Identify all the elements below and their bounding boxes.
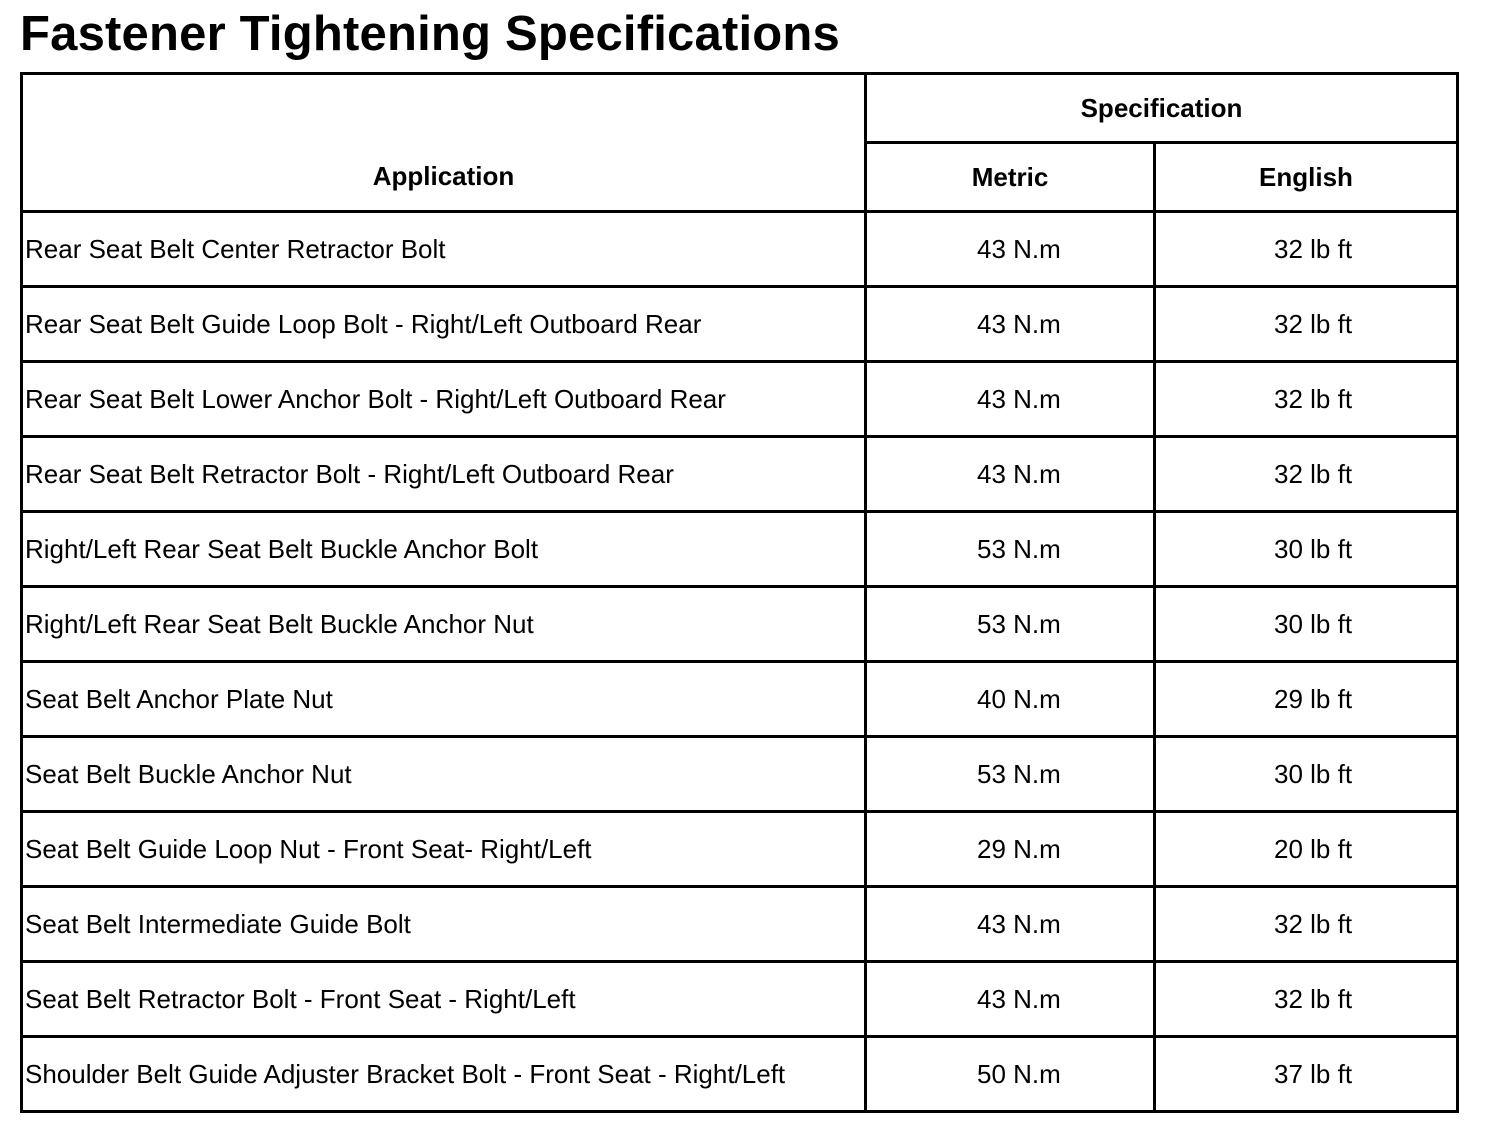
metric-value-cell: 43 N.m xyxy=(866,887,1155,962)
metric-value-cell: 43 N.m xyxy=(866,437,1155,512)
english-value-cell: 30 lb ft xyxy=(1155,587,1458,662)
application-cell: Seat Belt Guide Loop Nut - Front Seat- Right/Left xyxy=(22,812,866,887)
metric-value-cell: 50 N.m xyxy=(866,1037,1155,1112)
column-header-english: English xyxy=(1155,143,1458,212)
table-row xyxy=(22,737,1458,812)
column-header-specification: Specification xyxy=(866,74,1458,143)
english-value-cell: 32 lb ft xyxy=(1155,212,1458,287)
page-title: Fastener Tightening Specifications xyxy=(20,7,840,61)
table-row xyxy=(22,362,1458,437)
table-row xyxy=(22,587,1458,662)
english-value-cell: 30 lb ft xyxy=(1155,737,1458,812)
table-row xyxy=(22,887,1458,962)
table-row xyxy=(22,212,1458,287)
application-cell: Rear Seat Belt Center Retractor Bolt xyxy=(22,212,866,287)
application-cell: Rear Seat Belt Lower Anchor Bolt - Right/Left Outboard Rear xyxy=(22,362,866,437)
metric-value-cell: 53 N.m xyxy=(866,587,1155,662)
metric-value-cell: 53 N.m xyxy=(866,737,1155,812)
english-value-cell: 32 lb ft xyxy=(1155,362,1458,437)
table-row xyxy=(22,662,1458,737)
table-row xyxy=(22,1037,1458,1112)
application-cell: Rear Seat Belt Retractor Bolt - Right/Left Outboard Rear xyxy=(22,437,866,512)
application-cell: Shoulder Belt Guide Adjuster Bracket Bolt - Front Seat - Right/Left xyxy=(22,1037,866,1112)
column-header-application: Application xyxy=(22,74,866,212)
table-row xyxy=(22,437,1458,512)
english-value-cell: 29 lb ft xyxy=(1155,662,1458,737)
table-row xyxy=(22,512,1458,587)
english-value-cell: 32 lb ft xyxy=(1155,437,1458,512)
application-cell: Seat Belt Buckle Anchor Nut xyxy=(22,737,866,812)
metric-value-cell: 43 N.m xyxy=(866,362,1155,437)
english-value-cell: 20 lb ft xyxy=(1155,812,1458,887)
metric-value-cell: 29 N.m xyxy=(866,812,1155,887)
english-value-cell: 32 lb ft xyxy=(1155,287,1458,362)
english-value-cell: 32 lb ft xyxy=(1155,962,1458,1037)
english-value-cell: 30 lb ft xyxy=(1155,512,1458,587)
table-row xyxy=(22,287,1458,362)
application-cell: Seat Belt Anchor Plate Nut xyxy=(22,662,866,737)
table-row xyxy=(22,812,1458,887)
english-value-cell: 37 lb ft xyxy=(1155,1037,1458,1112)
application-cell: Seat Belt Retractor Bolt - Front Seat - Right/Left xyxy=(22,962,866,1037)
metric-value-cell: 53 N.m xyxy=(866,512,1155,587)
metric-value-cell: 43 N.m xyxy=(866,962,1155,1037)
metric-value-cell: 43 N.m xyxy=(866,287,1155,362)
application-cell: Seat Belt Intermediate Guide Bolt xyxy=(22,887,866,962)
application-cell: Rear Seat Belt Guide Loop Bolt - Right/Left Outboard Rear xyxy=(22,287,866,362)
table-row xyxy=(22,962,1458,1037)
application-cell: Right/Left Rear Seat Belt Buckle Anchor Nut xyxy=(22,587,866,662)
metric-value-cell: 43 N.m xyxy=(866,212,1155,287)
table-header-row xyxy=(22,74,1458,143)
fastener-spec-table xyxy=(20,72,1459,1113)
metric-value-cell: 40 N.m xyxy=(866,662,1155,737)
english-value-cell: 32 lb ft xyxy=(1155,887,1458,962)
column-header-metric: Metric xyxy=(866,143,1155,212)
application-cell: Right/Left Rear Seat Belt Buckle Anchor Bolt xyxy=(22,512,866,587)
